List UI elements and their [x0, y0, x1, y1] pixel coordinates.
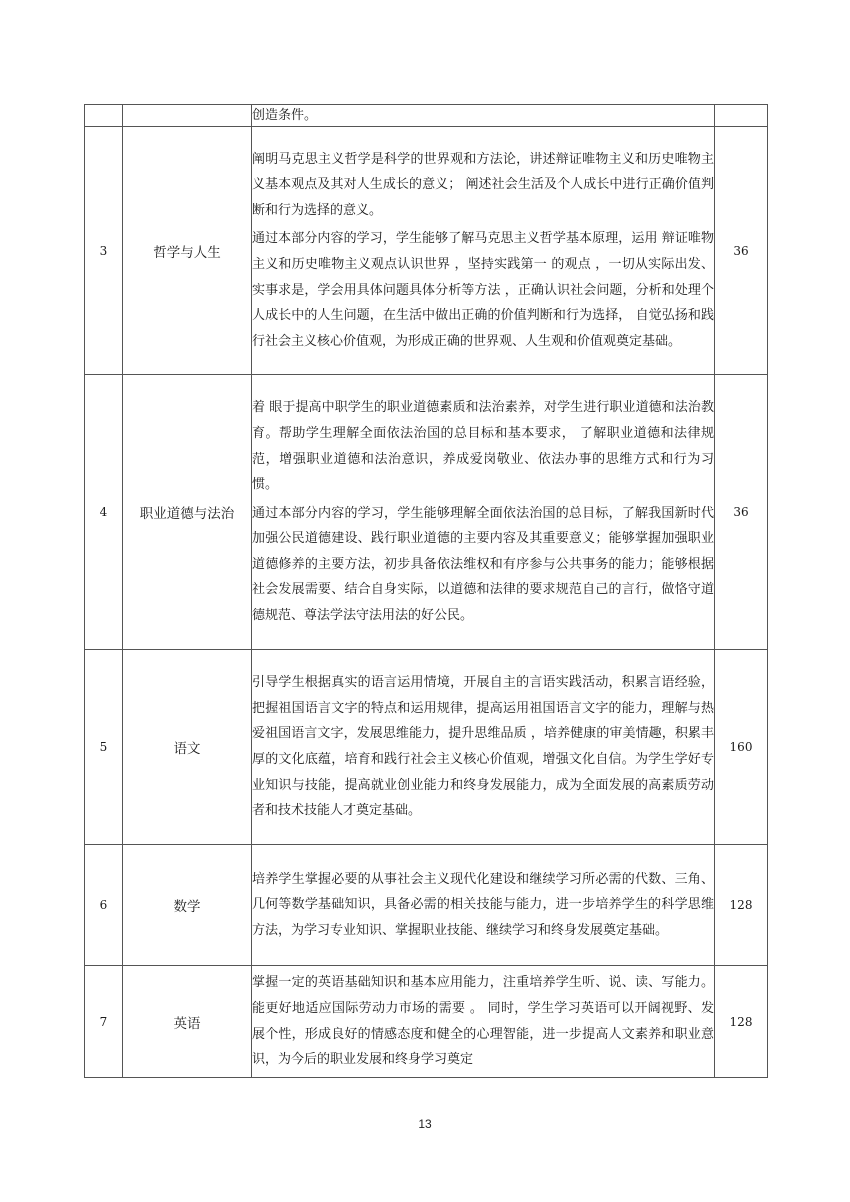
description-paragraph: 掌握一定的英语基础知识和基本应用能力，注重培养学生听、说、读、写能力。能更好地适应国际劳动力市场的需要 。 同时，学生学习英语可以开阔视野、发展个性，形成良好的情感态度和健全的心理智能，进一步提高人文素养和职业意识，为今后的职业发展和终身学习奠定 — [252, 975, 714, 1068]
table-row — [85, 375, 768, 650]
course-number-cell: 7 — [85, 966, 123, 1078]
course-number-cell: 6 — [85, 845, 123, 966]
course-name-cell: 哲学与人生 — [123, 127, 252, 375]
table-row — [85, 105, 768, 127]
course-description-cell — [252, 375, 715, 650]
description-paragraph: 通过本部分内容的学习，学生能够了解马克思主义哲学基本原理，运用 辩证唯物主义和历史唯物主义观点认识世界 ，坚持实践第一 的观点 ，一切从实际出发、实事求是，学会用具体问题具体分析等方法 ，正确认识社会问题，分析和处理个人成长中的人生问题，在生活中做出正确的价值判断和行为选择， 自觉弘扬和践行社会主义核心价值观，为形成正确的世界观、人生观和价值观奠定基础。 — [252, 231, 714, 349]
course-name-cell: 数学 — [123, 845, 252, 966]
course-name-cell: 英语 — [123, 966, 252, 1078]
course-description-cell — [252, 650, 715, 845]
course-hours-cell — [715, 105, 768, 127]
course-table — [84, 104, 768, 1078]
course-hours-cell: 128 — [715, 845, 768, 966]
description-paragraph: 培养学生掌握必要的从事社会主义现代化建设和继续学习所必需的代数、三角、几何等数学基础知识，具备必需的相关技能与能力，进一步培养学生的科学思维方法，为学习专业知识、掌握职业技能、继续学习和终身发展奠定基础。 — [252, 871, 714, 938]
description-paragraph: 通过本部分内容的学习，学生能够理解全面依法治国的总目标，了解我国新时代加强公民道德建设、践行职业道德的主要内容及其重要意义；能够掌握加强职业道德修养的主要方法，初步具备依法维权和有序参与公共事务的能力；能够根据社会发展需要、结合自身实际，以道德和法律的要求规范自己的言行，做恪守道德规范、尊法学法守法用法的好公民。 — [252, 505, 714, 624]
table-row — [85, 845, 768, 966]
course-description-cell — [252, 845, 715, 966]
course-number-cell: 5 — [85, 650, 123, 845]
course-hours-cell: 36 — [715, 127, 768, 375]
course-name-cell — [123, 105, 252, 127]
course-number-cell — [85, 105, 123, 127]
page-number: 13 — [418, 1117, 432, 1131]
description-paragraph: 创造条件。 — [252, 107, 318, 123]
course-hours-cell: 36 — [715, 375, 768, 650]
table-row — [85, 127, 768, 375]
course-description-cell — [252, 105, 715, 127]
course-hours-cell: 128 — [715, 966, 768, 1078]
course-description-cell — [252, 966, 715, 1078]
description-paragraph: 阐明马克思主义哲学是科学的世界观和方法论，讲述辩证唯物主义和历史唯物主义基本观点及其对人生成长的意义； 阐述社会生活及个人成长中进行正确价值判断和行为选择的意义。 — [252, 151, 714, 218]
table-row — [85, 966, 768, 1078]
description-paragraph: 着 眼于提高中职学生的职业道德素质和法治素养，对学生进行职业道德和法治教育。帮助学生理解全面依法治国的总目标和基本要求， 了解职业道德和法律规范，增强职业道德和法治意识，养成爱岗敬业、依法办事的思维方式和行为习惯。 — [252, 400, 714, 493]
course-number-cell: 3 — [85, 127, 123, 375]
course-name-cell: 语文 — [123, 650, 252, 845]
course-number-cell: 4 — [85, 375, 123, 650]
course-hours-cell: 160 — [715, 650, 768, 845]
course-description-cell — [252, 127, 715, 375]
table-row — [85, 650, 768, 845]
course-name-cell: 职业道德与法治 — [123, 375, 252, 650]
description-paragraph: 引导学生根据真实的语言运用情境，开展自主的言语实践活动，积累言语经验，把握祖国语言文字的特点和运用规律，提高运用祖国语言文字的能力，理解与热爱祖国语言文字，发展思维能力，提升思维品质 ，培养健康的审美情趣，积累丰厚的文化底蕴，培育和践行社会主义核心价值观，增强文化自信。为学生学好专业知识与技能，提高就业创业能力和终身发展能力，成为全面发展的高素质劳动者和技术技能人才奠定基础。 — [252, 675, 714, 819]
